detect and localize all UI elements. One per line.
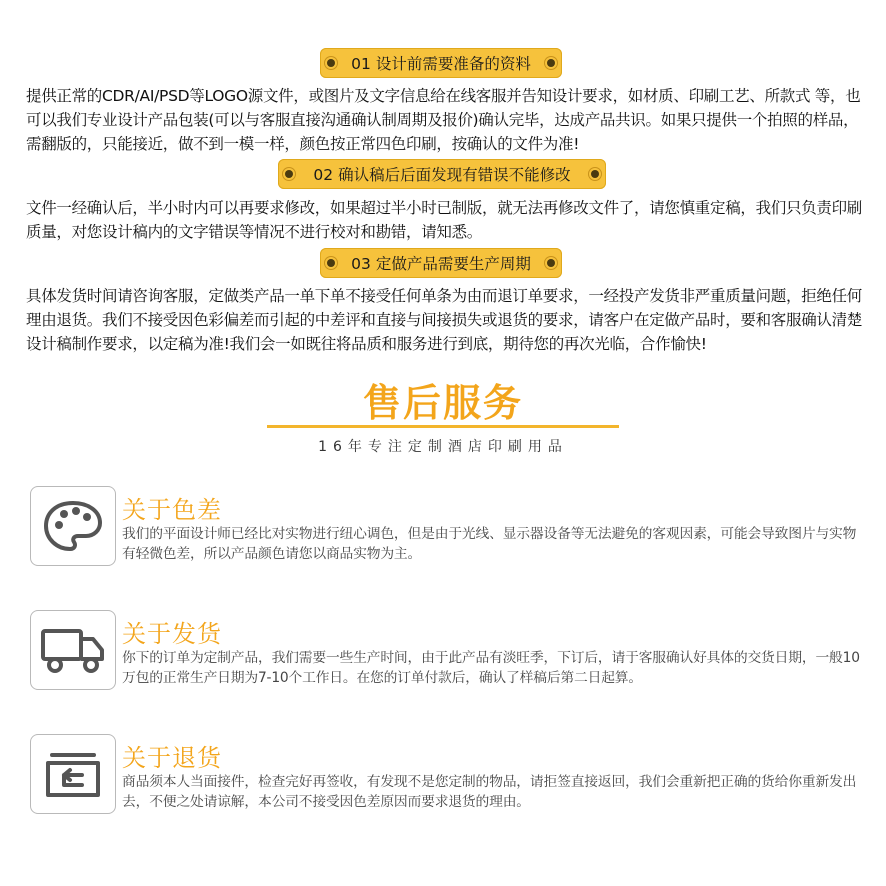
section-title-shipping: 关于发货 — [122, 620, 222, 648]
requirement-02-body: 文件一经确认后，半小时内可以再要求修改，如果超过半小时已制版，就无法再修改文件了，请您慎重定稿，我们只负责印刷质量，对您设计稿内的文字错误等情况不进行校对和勘错，请知悉。 — [26, 199, 863, 241]
heading-pill-01 — [320, 48, 562, 78]
palette-icon-box — [30, 486, 116, 566]
palette-icon — [42, 499, 104, 553]
heading-01-text: 01 设计前需要准备的资料 — [351, 55, 531, 73]
heading-pill-02 — [278, 159, 606, 189]
bullet-dot-icon — [327, 259, 335, 267]
return-box-icon-box — [30, 734, 116, 814]
after-sales-title: 售后服务 — [362, 381, 523, 425]
bullet-dot-icon — [547, 259, 555, 267]
heading-02-text: 02 确认稿后后面发现有错误不能修改 — [313, 166, 571, 184]
heading-03-text: 03 定做产品需要生产周期 — [351, 255, 531, 273]
requirement-01-body: 提供正常的CDR/AI/PSD等LOGO源文件，或图片及文字信息给在线客服并告知设计要求，如材质、印刷工艺、所款式 等，也可以我们专业设计产品包装(可以与客服直接沟通确认制周期及报价)确认完毕，达成产品共识。如果只提供一个拍照的样品，需翻版的，只能接近，做不到一模一样，颜色按正常四色印刷，按确认的文件为准! — [26, 87, 861, 153]
section-text-color: 我们的平面设计师已经比对实物进行纽心调色，但是由于光线、显示器设备等无法避免的客观因素，可能会导致图片与实物有轻微色差，所以产品颜色请您以商品实物为主。 — [122, 526, 857, 562]
bullet-dot-icon — [591, 170, 599, 178]
section-text-returns: 商品须本人当面接件，检查完好再签收，有发现不是您定制的物品，请拒签直接返回，我们会重新把正确的货给你重新发出去，不便之处请谅解，本公司不接受因色差原因而要求退货的理由。 — [122, 774, 857, 810]
truck-icon-box — [30, 610, 116, 690]
return-box-icon — [42, 747, 104, 801]
requirement-03-body: 具体发货时间请咨询客服，定做类产品一单下单不接受任何单条为由而退订单要求，一经投产发货非严重质量问题，拒绝任何理由退货。我们不接受因色彩偏差而引起的中差评和直接与间接损失或退货的要求，请客户在定做产品时，要和客服确认清楚设计稿制作要求，以定稿为准!我们会一如既往将品质和服务进行到底，期待您的再次光临，合作愉快! — [26, 287, 863, 353]
heading-pill-03 — [320, 248, 562, 278]
bullet-dot-icon — [285, 170, 293, 178]
bullet-dot-icon — [327, 59, 335, 67]
title-divider — [267, 425, 619, 428]
bullet-dot-icon — [547, 59, 555, 67]
section-title-returns: 关于退货 — [122, 744, 222, 772]
after-sales-subtitle: 16年专注定制酒店印刷用品 — [318, 439, 568, 455]
truck-icon — [39, 625, 107, 675]
section-title-color: 关于色差 — [122, 496, 222, 524]
section-text-shipping: 你下的订单为定制产品，我们需要一些生产时间，由于此产品有淡旺季，下订后，请于客服确认好具体的交货日期，一般10万包的正常生产日期为7-10个工作日。在您的订单付款后，确认了样稿后第二日起算。 — [122, 650, 860, 686]
